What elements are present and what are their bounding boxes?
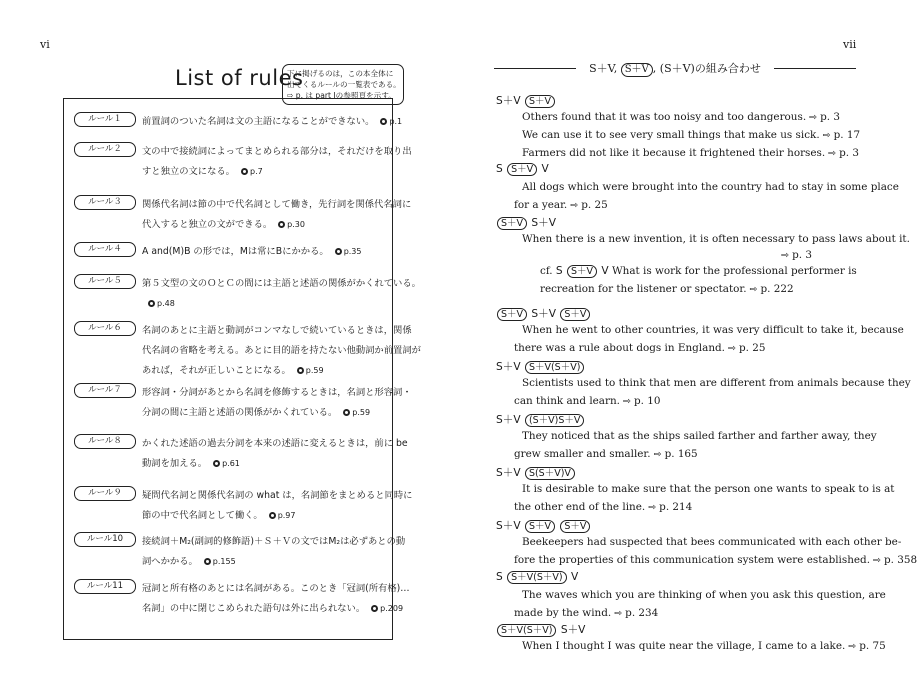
arrow-icon: ⇨ [746, 284, 761, 295]
rule-tag: ルール４ [74, 242, 136, 257]
example-text: grew smaller and smaller. [514, 448, 651, 460]
rule-line: 節の中で代名詞として働く。 p.97 [142, 510, 296, 521]
arrow-icon: ⇨ [619, 396, 634, 407]
pattern-text: S＋V [496, 467, 524, 479]
rule-text [142, 579, 410, 619]
heading-pill: S＋V [621, 63, 653, 77]
arrow-icon: ⇨ [806, 112, 821, 123]
heading-pre: S＋V, [589, 62, 618, 75]
pattern-text: S [496, 571, 507, 583]
ref-circle-icon [269, 512, 276, 519]
pattern-text: S＋V [496, 414, 524, 426]
example-text: for a year. [514, 199, 568, 211]
ref-page: p.1 [389, 117, 403, 126]
example-text: recreation for the listener or spectator. [540, 283, 747, 295]
rule-page-ref [380, 117, 402, 126]
page-ref: p. 17 [833, 129, 861, 141]
arrow-icon: ⇨ [845, 641, 860, 652]
ref-page: p.97 [277, 511, 296, 520]
ref-circle-icon [297, 367, 304, 374]
rule-tag: ルール１ [74, 112, 136, 127]
example-text: The waves which you are thinking of when you ask this question, are [522, 589, 886, 601]
arrow-icon: ⇨ [724, 343, 739, 354]
pattern-pill: S＋V [525, 95, 555, 108]
rule-tag: ルール11 [74, 579, 136, 594]
rule-page-ref [269, 511, 296, 520]
note-line: 下に掲げるのは，この本全体に [287, 69, 394, 78]
arrow-icon: ⇨ [645, 502, 660, 513]
pattern-label [496, 359, 585, 374]
pattern-text: V [598, 265, 609, 277]
rule-tag: ルール８ [74, 434, 136, 449]
example-line [522, 233, 910, 245]
example-text: the other end of the line. [514, 501, 646, 513]
rule-line: 動詞を加える。 p.61 [142, 458, 240, 469]
page-ref: p. 25 [581, 199, 608, 211]
page-ref: p. 234 [625, 607, 659, 619]
pattern-pill: S(S＋V)V [525, 467, 575, 480]
ref-page: p.155 [212, 557, 236, 566]
pattern-label [496, 571, 578, 584]
ref-circle-icon [371, 605, 378, 612]
rules-title: List of rules [175, 66, 304, 90]
pattern-pill: S＋V [567, 265, 597, 278]
ref-page: p.61 [222, 459, 240, 468]
ref-circle-icon [148, 300, 155, 307]
pattern-label [496, 622, 585, 637]
right-folio: vii [843, 38, 857, 51]
example-text: made by the wind. [514, 607, 612, 619]
rule-line: 接続詞＋M₂(副詞的修飾語)＋Ｓ＋Ｖの文ではM₂は必ずあとの動 [142, 536, 406, 547]
pattern-label [496, 163, 549, 176]
rule-tag: ルール10 [74, 532, 136, 547]
example-text: When I thought I was quite near the village, I came to a lake. [522, 640, 846, 652]
pattern-text: S＋V [528, 217, 556, 229]
example-line [522, 111, 840, 123]
rule-tag: ルール９ [74, 486, 136, 501]
example-line [522, 640, 886, 652]
rule-line: あれば，それが正しいことになる。 p.59 [142, 365, 324, 376]
cf-pattern [556, 265, 609, 277]
page-ref: p. 165 [664, 448, 698, 460]
example-text: All dogs which were brought into the country had to stay in some place [522, 181, 899, 193]
rule-line: 名詞のあとに主語と動詞がコンマなしで続いているときは，関係 [142, 325, 412, 336]
rule-page-ref [278, 220, 305, 229]
arrow-icon: ⇨ [611, 608, 626, 619]
pattern-text: S＋V [496, 520, 524, 532]
ref-page: p.7 [249, 167, 263, 176]
rule-page-ref [335, 247, 362, 256]
rule-line: 詞へかかる。 p.155 [142, 556, 236, 567]
right-page [450, 0, 917, 700]
example-line [514, 342, 765, 354]
rule-page-ref [204, 557, 236, 566]
page-ref: p. 3 [792, 249, 812, 261]
rule-tag: ルール７ [74, 383, 136, 398]
rule-line: 冠詞と所有格のあとには名詞がある。このとき「冠詞(所有格)… [142, 583, 410, 594]
page-ref: p. 222 [760, 283, 794, 295]
rule-tag: ルール３ [74, 195, 136, 210]
pattern-text: S [555, 265, 566, 277]
example-text: Scientists used to think that men are different from animals because they [522, 377, 911, 389]
page-ref: p. 3 [820, 111, 841, 123]
example-text: Farmers did not like it because it frightened their horses. [522, 147, 826, 159]
arrow-icon: ⇨ [819, 130, 834, 141]
section-heading [494, 60, 856, 76]
rule-page-ref [371, 604, 403, 613]
left-page [0, 0, 450, 700]
arrow-icon: ⇨ [650, 449, 665, 460]
example-text: can think and learn. [514, 395, 620, 407]
pattern-text: S＋V [557, 624, 586, 636]
rule-text [142, 274, 421, 314]
example-text: When he went to other countries, it was very difficult to take it, because [522, 324, 904, 336]
heading-rule-right [774, 68, 856, 69]
rule-line: 代名詞の省略を考える。あとに目的語を持たない他動詞か前置詞が [142, 345, 421, 356]
page-ref: p. 25 [738, 342, 766, 354]
example-line [540, 265, 857, 278]
example-line [514, 448, 698, 460]
rule-line: 文の中で接続詞によってまとめられる部分は，それだけを取り出 [142, 146, 412, 157]
ref-page: p.35 [343, 247, 362, 256]
pattern-label [496, 465, 576, 480]
example-line [514, 395, 660, 407]
ref-circle-icon [335, 248, 342, 255]
pattern-label [496, 412, 585, 427]
pattern-pill: (S＋V)S＋V [525, 414, 584, 427]
rule-page-ref [241, 167, 263, 176]
note-line: 出てくるルールの一覧表である。 [287, 80, 401, 89]
rule-text [142, 112, 403, 132]
cf-label: cf. [540, 265, 556, 277]
rule-line: 名詞」の中に閉じこめられた語句は外に出られない。 p.209 [142, 603, 404, 614]
ref-circle-icon [204, 558, 211, 565]
rule-page-ref [148, 299, 175, 308]
pattern-label [496, 215, 556, 230]
rule-text [142, 486, 413, 526]
ref-page: p.48 [157, 299, 175, 308]
pattern-text: V [538, 163, 549, 175]
pattern-text: S＋V [528, 308, 560, 320]
example-line [514, 607, 658, 619]
pattern-pill: S＋V [507, 163, 537, 176]
cf-text: What is work for the professional performer is [608, 265, 857, 277]
rule-line: すと独立の文になる。 p.7 [142, 166, 263, 177]
example-line [522, 129, 860, 141]
arrow-icon: ⇨ [781, 250, 793, 261]
pattern-text [556, 520, 559, 532]
page-ref: p. 10 [633, 395, 661, 407]
pattern-pill: S＋V [497, 217, 527, 230]
pattern-label [496, 306, 591, 321]
rule-page-ref [343, 408, 370, 417]
ref-circle-icon [343, 409, 350, 416]
example-line [522, 147, 859, 159]
rule-tag: ルール６ [74, 321, 136, 336]
rule-text [142, 195, 412, 235]
pattern-pill: S＋V(S＋V) [525, 361, 584, 374]
pattern-text: S＋V [496, 95, 524, 107]
pattern-pill: S＋V(S＋V) [507, 571, 566, 584]
example-line [522, 377, 911, 389]
ref-circle-icon [213, 460, 220, 467]
pattern-text: V [567, 571, 579, 583]
example-line [522, 249, 822, 261]
pattern-pill: S＋V [560, 520, 590, 533]
pattern-pill: S＋V [525, 520, 555, 533]
example-line [522, 589, 886, 601]
ref-page: p.59 [305, 366, 324, 375]
rule-tag: ルール２ [74, 142, 136, 157]
ref-circle-icon [278, 221, 285, 228]
rule-tag: ルール５ [74, 274, 136, 289]
rule-line: 関係代名詞は節の中で代名詞として働き，先行詞を関係代名詞に [142, 199, 412, 210]
rule-line [142, 294, 392, 314]
rule-line: かくれた述語の過去分詞を本来の述語に変えるときは，前に be [142, 438, 408, 449]
ref-page: p.30 [287, 220, 305, 229]
pattern-pill: S＋V [560, 308, 590, 321]
ref-page: p.59 [352, 408, 371, 417]
rule-line: 前置詞のついた名詞は文の主語になることができない。 p.1 [142, 116, 403, 127]
rule-text [142, 434, 408, 474]
example-line [522, 483, 895, 495]
example-text: there was a rule about dogs in England. [514, 342, 725, 354]
page-ref: p. 75 [859, 640, 886, 652]
example-line [540, 283, 794, 295]
pattern-text: S＋V [496, 361, 524, 373]
example-text: We can use it to see very small things that make us sick. [522, 129, 820, 141]
rule-line: 代入すると独立の文ができる。 p.30 [142, 219, 305, 230]
pattern-label [496, 93, 556, 108]
example-text: When there is a new invention, it is often necessary to pass laws about it. [522, 233, 910, 245]
rules-list-box [63, 98, 421, 640]
arrow-icon: ⇨ [870, 555, 885, 566]
rule-line: A and(M)B の形では，Mは常にBにかかる。 p.35 [142, 246, 362, 257]
example-text: It is desirable to make sure that the person one wants to speak to is at [522, 483, 895, 495]
page-ref: p. 214 [659, 501, 693, 513]
rule-line: 第５文型の文のＯとＣの間には主語と述語の関係がかくれている。 [142, 278, 421, 289]
arrow-icon: ⇨ [567, 200, 582, 211]
ref-circle-icon [380, 118, 387, 125]
rule-page-ref [213, 459, 240, 468]
pattern-pill: S＋V(S＋V) [497, 624, 556, 637]
example-line [514, 199, 608, 211]
example-line [522, 324, 904, 336]
ref-circle-icon [241, 168, 248, 175]
example-line [514, 554, 917, 566]
rule-line: 分詞の間に主語と述語の関係がかくれている。 p.59 [142, 407, 371, 418]
rule-text [142, 383, 412, 423]
heading-rule-left [494, 68, 576, 69]
ref-page: p.209 [380, 604, 404, 613]
pattern-label [496, 518, 591, 533]
rule-line: 形容詞・分詞があとから名詞を修飾するときは，名詞と形容詞・ [142, 387, 412, 398]
heading-post: , (S＋V)の組み合わせ [652, 62, 761, 75]
rule-page-ref [297, 366, 324, 375]
example-line [522, 536, 901, 548]
page-ref: p. 358 [884, 554, 917, 566]
heading-text [582, 60, 768, 77]
example-text: Beekeepers had suspected that bees communicated with each other be- [522, 536, 902, 548]
rule-text [142, 532, 406, 572]
left-folio: vi [40, 38, 50, 51]
page-ref: p. 3 [839, 147, 860, 159]
example-line [514, 501, 692, 513]
example-text: They noticed that as the ships sailed farther and farther away, they [522, 430, 877, 442]
pattern-pill: S＋V [497, 308, 527, 321]
rule-text [142, 242, 392, 262]
rule-line: 疑問代名詞と関係代名詞の what は，名詞節をまとめると同時に [142, 490, 413, 501]
pattern-text: S [496, 163, 507, 175]
rule-text [142, 142, 412, 182]
example-line [522, 181, 899, 193]
example-text: fore the properties of this communication system were established. [514, 554, 871, 566]
example-line [522, 430, 877, 442]
rule-text [142, 321, 421, 381]
note-line: ⇨ p. は part Ⅰの参照頁を示す。 [287, 91, 396, 100]
arrow-icon: ⇨ [825, 148, 840, 159]
example-text: Others found that it was too noisy and too dangerous. [522, 111, 807, 123]
